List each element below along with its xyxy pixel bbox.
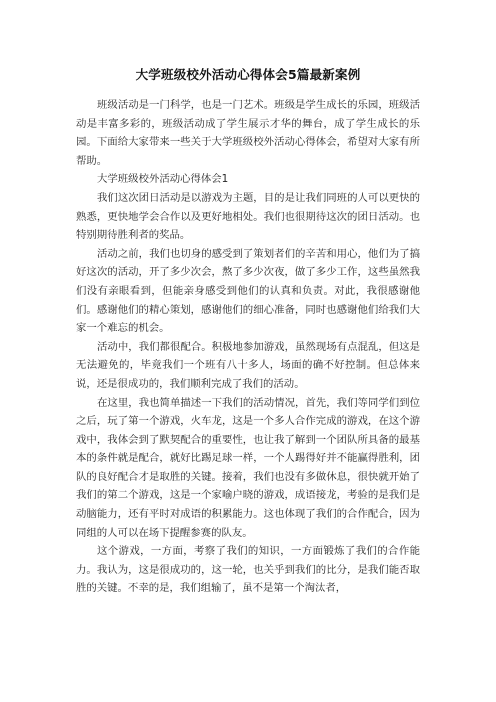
document-title: 大学班级校外活动心得体会5篇最新案例: [135, 67, 361, 82]
body-paragraph: 活动中，我们都很配合。积极地参加游戏，虽然现场有点混乱，但这是无法避免的，毕竟我们一个班有八十多人，场面的确不好控制。但总体来说，还是很成功的，我们顺利完成了我们的活动。: [76, 340, 420, 390]
section-heading: 大学班级校外活动心得体会1: [97, 173, 229, 186]
body-paragraph: 我们这次团日活动是以游戏为主题，目的是让我们同班的人可以更快的熟悉，更快地学会合作以及更好地相处。我们也很期待这次的团日活动。也特别期待胜利者的奖品。: [76, 191, 420, 242]
body-paragraph: 活动之前，我们也切身的感受到了策划者们的辛苦和用心，他们为了搞好这次的活动，开了多少次会，熬了多少次夜，做了多少工作，这些虽然我们没有亲眼看到，但能亲身感受到他们的认真和负责。对此，我很感谢他们。感谢他们的精心策划，感谢他们的细心准备，同时也感谢他们给我们大家一个难忘的机会。: [76, 247, 420, 335]
body-paragraph: 在这里，我也简单描述一下我们的活动情况，首先，我们等同学们到位之后，玩了第一个游戏，火车龙，这是一个多人合作完成的游戏，在这个游戏中，我体会到了默契配合的重要性，也让我了解到一个团队所具备的最基本的条件就是配合，就好比踢足球一样，一个人踢得好并不能赢得胜利，团队的良好配合才是取胜的关键。接着，我们也没有多做休息，很快就开始了我们的第二个游戏，这是一个家喻户晓的游戏，成语接龙，考验的是我们是动脑能力，还有平时对成语的积累能力。这也体现了我们的合作配合，因为同组的人可以在场下提醒参赛的队友。: [76, 396, 420, 539]
body-paragraph: 这个游戏，一方面，考察了我们的知识，一方面锻炼了我们的合作能力。我认为，这是很成功的，这一轮，也关乎到我们的比分，是我们能否取胜的关键。不幸的是，我们组输了，虽不是第一个淘汰者，: [76, 545, 420, 595]
intro-paragraph: 班级活动是一门科学，也是一门艺术。班级是学生成长的乐园，班级活动是丰富多彩的，班级活动成了学生展示才华的舞台，成了学生成长的乐园。下面给大家带来一些关于大学班级校外活动心得体会，希望对大家有所帮助。: [76, 99, 420, 167]
